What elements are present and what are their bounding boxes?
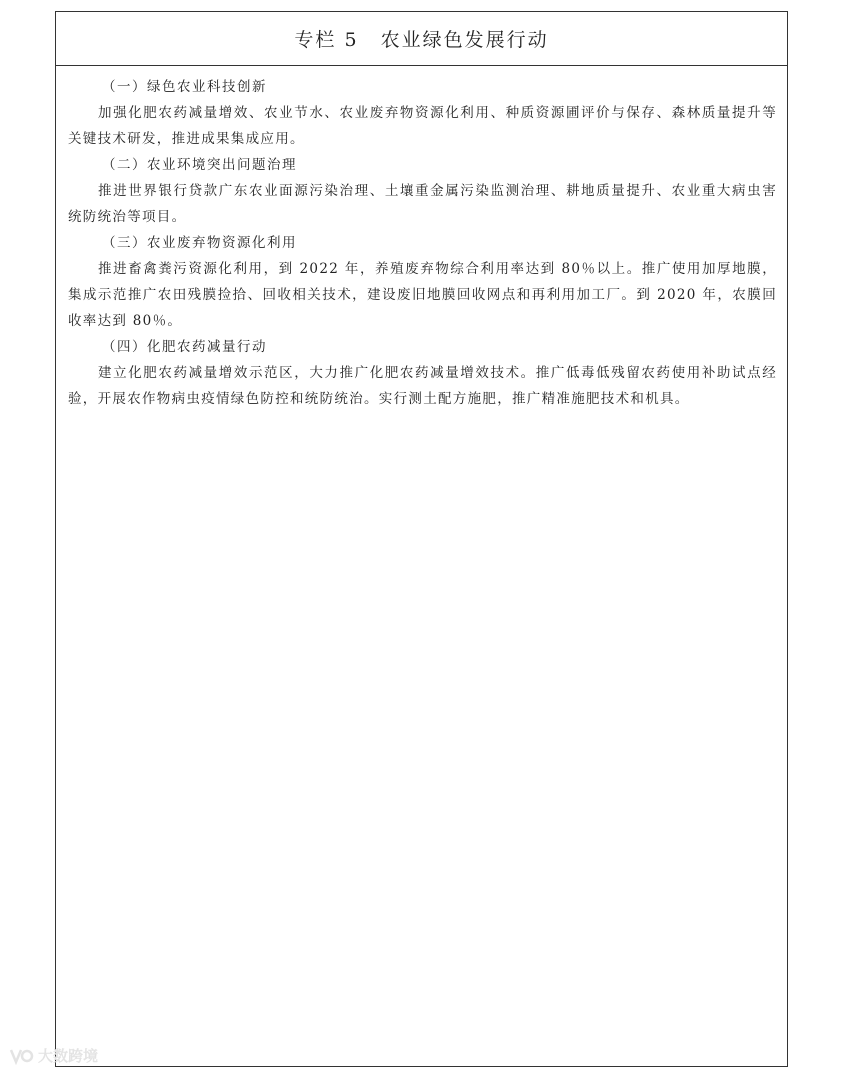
section-paragraph: 推进世界银行贷款广东农业面源污染治理、土壤重金属污染监测治理、耕地质量提升、农业重大病虫害统防统治等项目。 (68, 183, 777, 225)
section-heading: （四）化肥农药减量行动 (102, 339, 267, 355)
title-prefix: 专栏 5 (294, 29, 359, 51)
feature-box (55, 11, 788, 1067)
box-title (294, 25, 548, 52)
title-main: 农业绿色发展行动 (380, 29, 549, 51)
watermark (8, 1045, 98, 1066)
box-content (56, 66, 787, 412)
section-paragraph: 建立化肥农药减量增效示范区，大力推广化肥农药减量增效技术。推广低毒低残留农药使用补助试点经验，开展农作物病虫疫情绿色防控和统防统治。实行测土配方施肥，推广精准施肥技术和机具。 (68, 365, 777, 407)
section-heading: （三）农业废弃物资源化利用 (102, 235, 297, 251)
watermark-logo-icon (8, 1046, 34, 1066)
section-paragraph: 加强化肥农药减量增效、农业节水、农业废弃物资源化利用、种质资源圃评价与保存、森林质量提升等关键技术研发，推进成果集成应用。 (68, 105, 777, 147)
title-row (56, 12, 787, 66)
section-paragraph: 推进畜禽粪污资源化利用，到 2022 年，养殖废弃物综合利用率达到 80％以上。推广使用加厚地膜，集成示范推广农田残膜捡拾、回收相关技术，建设废旧地膜回收网点和再利用加工厂。到 2020 年，农膜回收率达到 80％。 (68, 261, 777, 329)
section-heading: （二）农业环境突出问题治理 (102, 157, 297, 173)
watermark-text: 大数跨境 (38, 1047, 99, 1065)
section-heading: （一）绿色农业科技创新 (102, 79, 267, 95)
